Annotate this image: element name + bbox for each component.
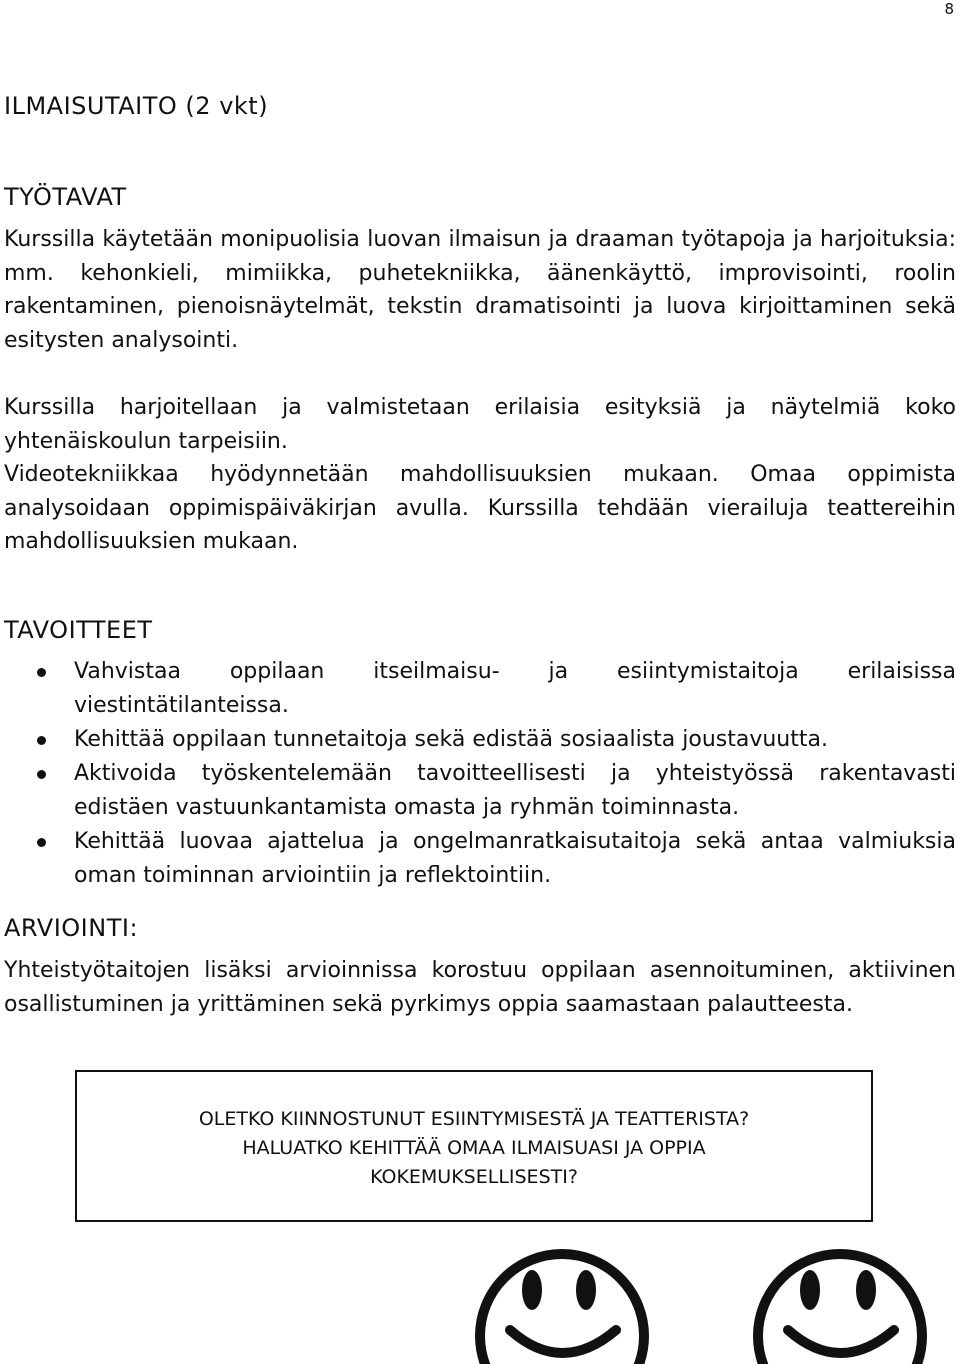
tyotavat-paragraph-2a: Kurssilla harjoitellaan ja valmistetaan erilaisia esityksiä ja näytelmiä koko yhtenäiskoulun tarpeisiin.: [4, 395, 956, 454]
tavoitteet-heading: TAVOITTEET: [4, 616, 153, 644]
list-item-text: Vahvistaa oppilaan itseilmaisu- ja esiintymistaitoja erilaisissa viestintätilanteissa.: [74, 659, 956, 718]
notice-line-3: KOKEMUKSELLISESTI?: [370, 1166, 578, 1188]
page-number: 8: [944, 0, 954, 18]
list-item-text: Aktivoida työskentelemään tavoitteellisesti ja yhteistyössä rakentavasti edistäen vastuunkantamista omasta ja ryhmän toiminnasta.: [74, 761, 956, 820]
tyotavat-paragraph-1: Kurssilla käytetään monipuolisia luovan ilmaisun ja draaman työtapoja ja harjoituksia: mm. kehonkieli, mimiikka, puhetekniikka, äänenkäyttö, improvisointi, roolin rakentaminen, pienoisnäytelmät, tekstin dramatisointi ja luova kirjoittaminen sekä esitysten analysointi.: [4, 227, 956, 353]
bullet-icon: [37, 770, 46, 779]
bullet-icon: [37, 736, 46, 745]
list-item-text: Kehittää luovaa ajattelua ja ongelmanratkaisutaitoja sekä antaa valmiuksia oman toiminnan arviointiin ja reflektointiin.: [74, 829, 956, 888]
bullet-icon: [37, 838, 46, 847]
tyotavat-heading: TYÖTAVAT: [4, 183, 127, 211]
smiley-faces-icon: [470, 1226, 940, 1364]
tavoitteet-list: [0, 655, 960, 893]
smiley-face-left-icon: [480, 1254, 644, 1364]
notice-box: [75, 1070, 873, 1222]
notice-line-2: HALUATKO KEHITTÄÄ OMAA ILMAISUASI JA OPPIA: [242, 1137, 706, 1159]
list-item-text: Kehittää oppilaan tunnetaitoja sekä edistää sosiaalista joustavuutta.: [74, 727, 828, 752]
list-item: [0, 825, 960, 893]
bullet-icon: [37, 668, 46, 677]
arviointi-heading: ARVIOINTI:: [4, 914, 139, 942]
arviointi-paragraph: Yhteistyötaitojen lisäksi arvioinnissa korostuu oppilaan asennoituminen, aktiivinen osallistuminen ja yrittäminen sekä pyrkimys oppia saamastaan palautteesta.: [4, 958, 956, 1017]
smiley-face-right-icon: [758, 1254, 922, 1364]
list-item: [0, 655, 960, 723]
tyotavat-paragraph-2b: Videotekniikkaa hyödynnetään mahdollisuuksien mukaan. Omaa oppimista analysoidaan oppimispäiväkirjan avulla. Kurssilla tehdään vierailuja teattereihin mahdollisuuksien mukaan.: [4, 462, 956, 554]
page-title: ILMAISUTAITO (2 vkt): [4, 92, 269, 120]
list-item: [0, 723, 960, 757]
notice-line-1: OLETKO KIINNOSTUNUT ESIINTYMISESTÄ JA TEATTERISTA?: [198, 1108, 750, 1130]
list-item: [0, 757, 960, 825]
